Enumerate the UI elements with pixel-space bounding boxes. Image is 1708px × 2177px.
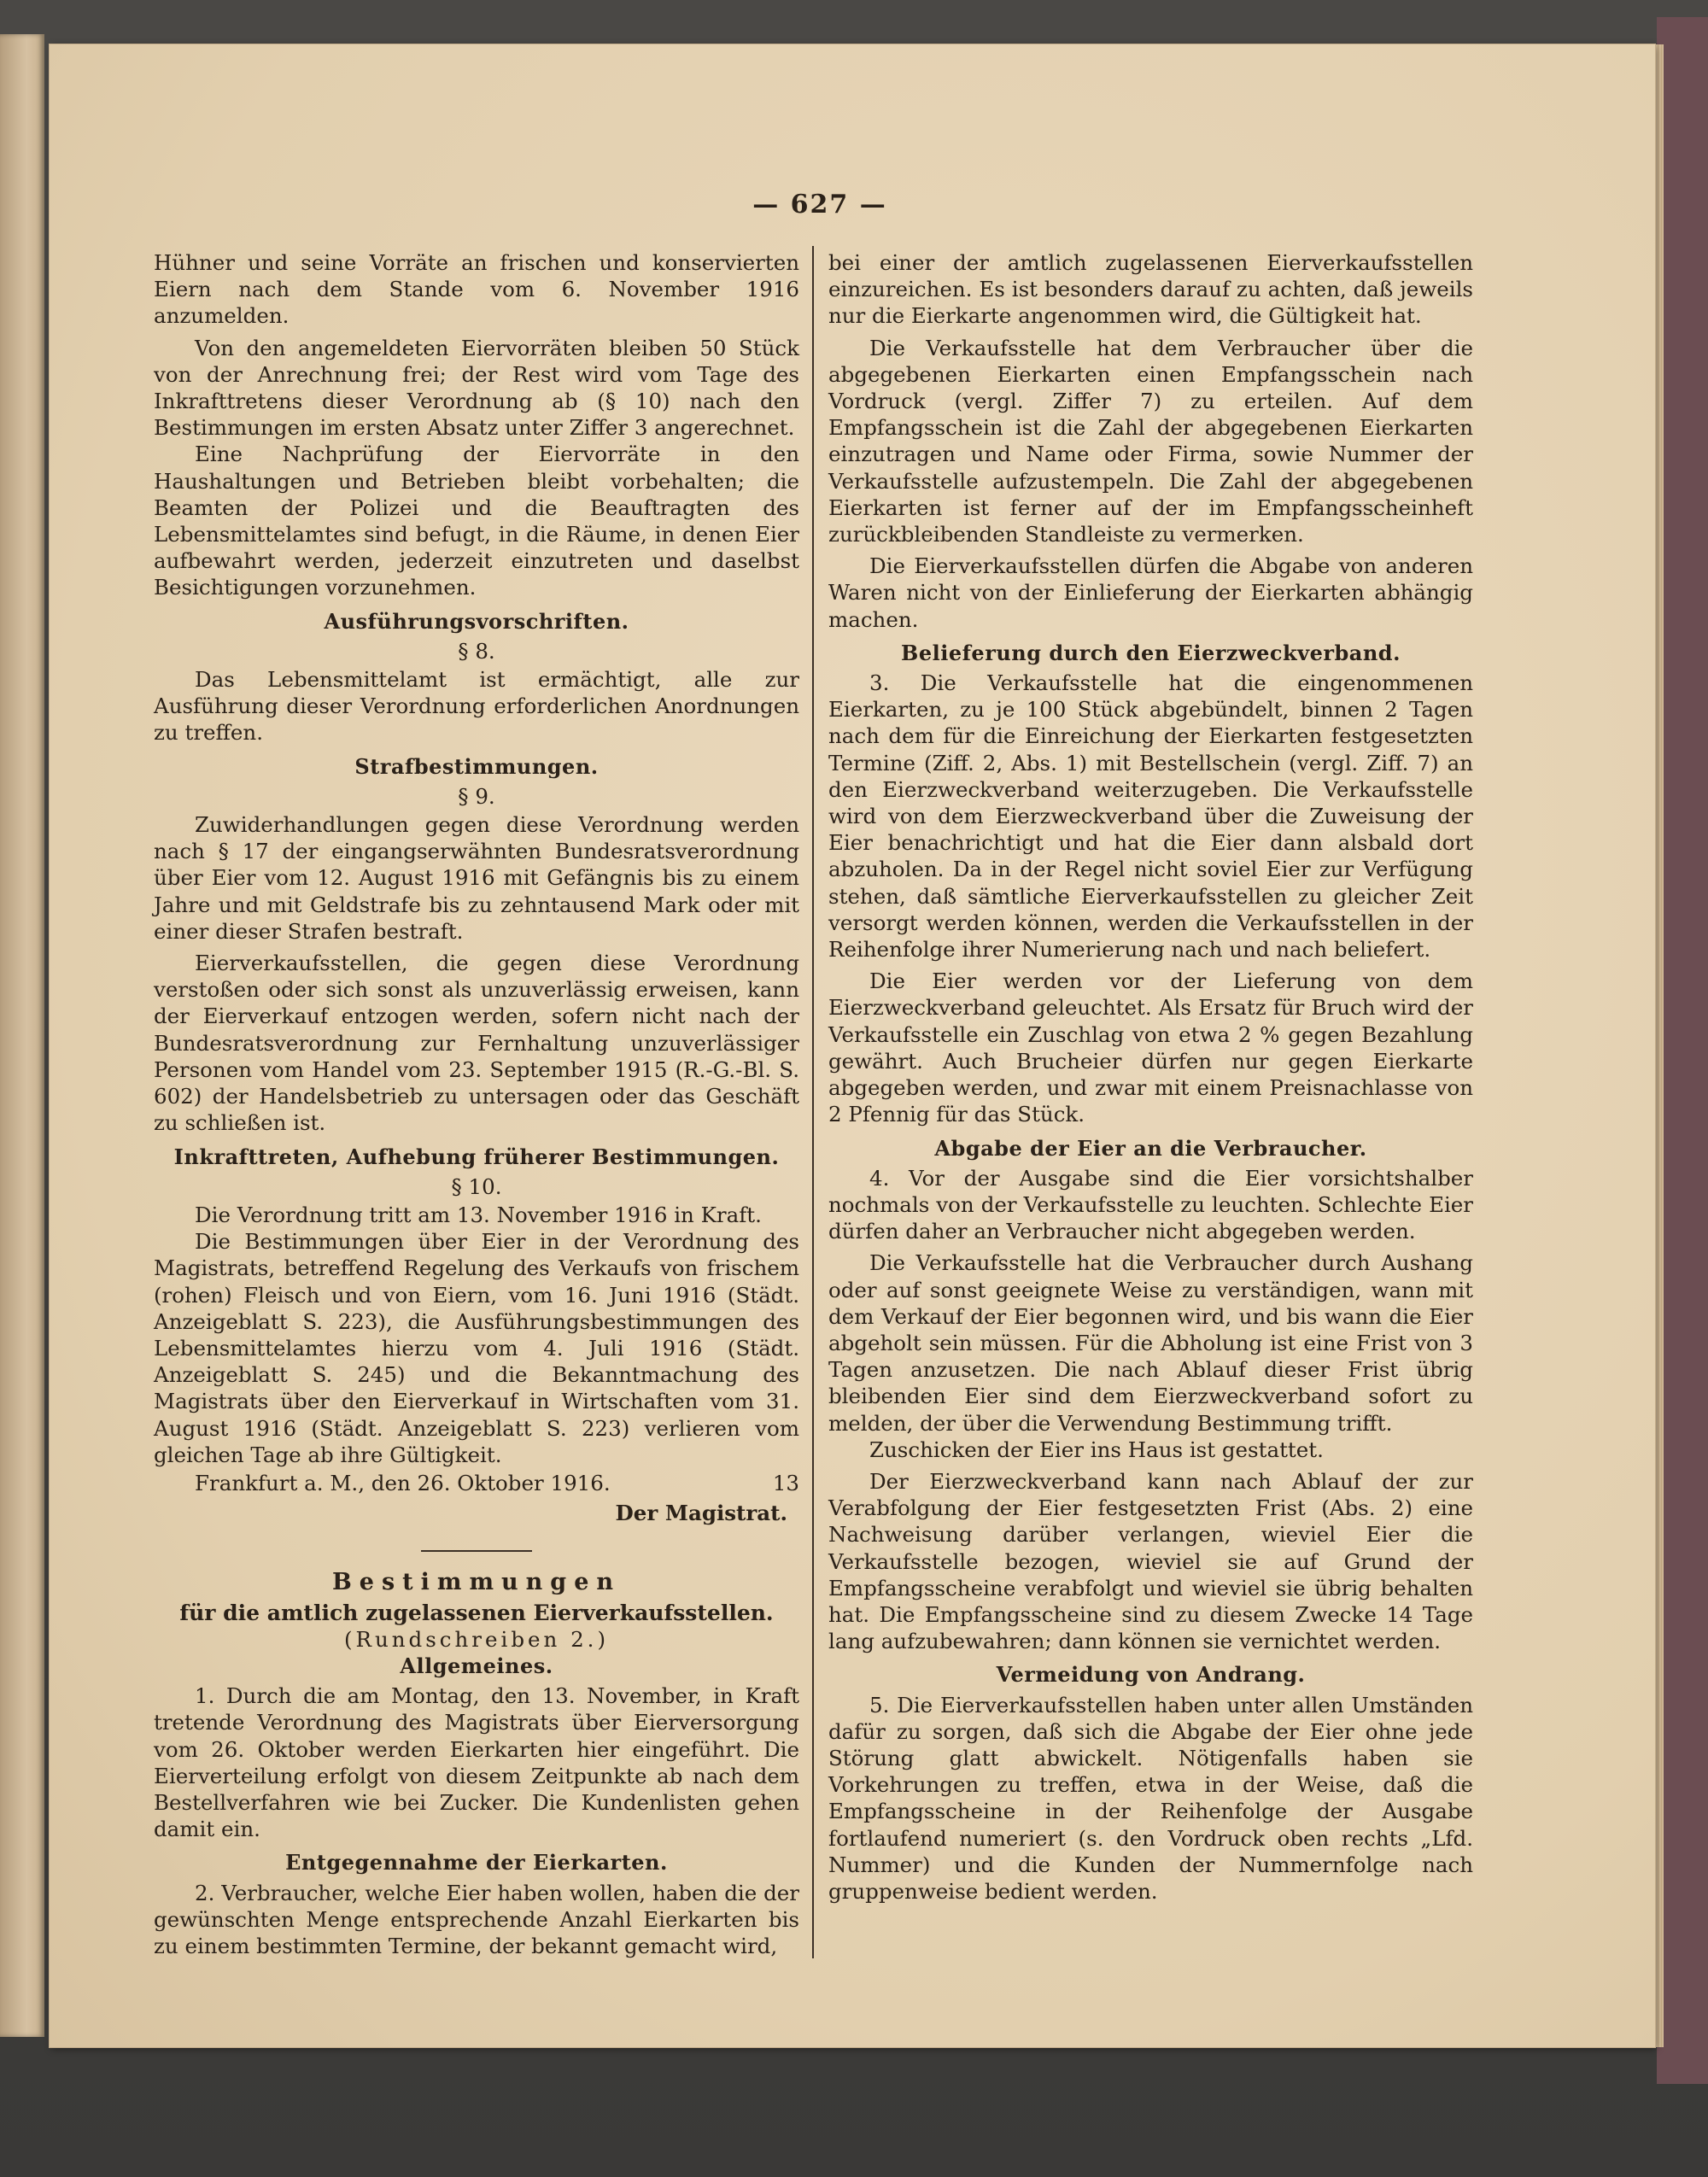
paragraph: Die Verkaufsstelle hat die Verbraucher durch Aushang oder auf sonst geeignete Weise zu verständigen, wann mit dem Verkauf der Eier begonnen wird, und bis wann die Eier abgeholt sein müssen. Für die Abholung ist eine Frist von 3 Tagen anzusetzen. Die nach Ablauf dieser Frist übrig bleibenden Eier sind dem Eierzweckverband sofort zu melden, der über die Verwendung Bestimmung trifft. bbox=[828, 1250, 1473, 1436]
document-subtitle: für die amtlich zugelassenen Eierverkaufsstellen. bbox=[179, 1600, 774, 1625]
paragraph: Das Lebensmittelamt ist ermächtigt, alle zur Ausführung dieser Verordnung erforderlichen Anordnungen zu treffen. bbox=[154, 667, 799, 746]
paragraph: bei einer der amtlich zugelassenen Eierverkaufsstellen einzureichen. Es ist besonders darauf zu achten, daß jeweils nur die Eierkarte angenommen wird, die Gültigkeit hat. bbox=[828, 250, 1473, 329]
paragraph: Zuschicken der Eier ins Haus ist gestattet. bbox=[869, 1437, 1324, 1462]
paragraph: Der Eierzweckverband kann nach Ablauf der zur Verabfolgung der Eier festgesetzten Frist (Abs. 2) eine Nachweisung darüber verlangen, wieviel Eier die Verkaufsstelle bezogen, wieviel sie auf Grund der Empfangsscheine verabfolgt und wieviel sie übrig behalten hat. Die Empfangsscheine sind zu diesem Zwecke 14 Tage lang aufzubewahren; dann können sie vernichtet werden. bbox=[828, 1468, 1473, 1654]
circular-note: (Rundschreiben 2.) bbox=[343, 1626, 610, 1652]
paragraph: Hühner und seine Vorräte an frischen und konservierten Eiern nach dem Stande vom 6. November 1916 anzumelden. bbox=[154, 250, 799, 329]
section-heading: Vermeidung von Andrang. bbox=[996, 1662, 1306, 1688]
section-heading: Ausführungsvorschriften. bbox=[324, 608, 629, 634]
dateline bbox=[154, 1470, 799, 1496]
page-number: — 627 — bbox=[752, 190, 887, 219]
paragraph: Zuwiderhandlungen gegen diese Verordnung werden nach § 17 der eingangserwähnten Bundesratsverordnung über Eier vom 12. August 1916 mit Gefängnis bis zu einem Jahre und mit Geldstrafe bis zu zehntausend Mark oder mit einer dieser Strafen bestraft. bbox=[154, 812, 799, 944]
right-column bbox=[828, 249, 1473, 1905]
paragraph: 4. Vor der Ausgabe sind die Eier vorsichtshalber nochmals von der Verkaufsstelle zu leuchten. Schlechte Eier dürfen daher an Verbraucher nicht abgegeben werden. bbox=[828, 1165, 1473, 1244]
paragraph: Die Verordnung tritt am 13. November 1916 in Kraft. bbox=[195, 1202, 762, 1227]
section-heading: Entgegennahme der Eierkarten. bbox=[285, 1850, 668, 1876]
section-number: § 10. bbox=[451, 1173, 502, 1199]
section-number: § 9. bbox=[458, 783, 495, 809]
date-place: Frankfurt a. M., den 26. Oktober 1916. bbox=[195, 1470, 611, 1495]
separator-rule bbox=[421, 1550, 532, 1552]
document-title: Bestimmungen bbox=[331, 1569, 621, 1596]
previous-page-edge bbox=[0, 34, 44, 2037]
paragraph: Eine Nachprüfung der Eiervorräte in den Haushaltungen und Betrieben bleibt vorbehalten; die Beamten der Polizei und die Beauftragten des Lebensmittelamtes sind befugt, in die Räume, in denen Eier aufbewahrt werden, jederzeit einzutreten und daselbst Besichtigungen vorzunehmen. bbox=[154, 442, 799, 600]
section-heading: Strafbestimmungen. bbox=[354, 753, 599, 779]
paragraph: 3. Die Verkaufsstelle hat die eingenommenen Eierkarten, zu je 100 Stück abgebündelt, binnen 2 Tagen nach dem für die Einreichung der Eierkarten festgesetzten Termine (Ziff. 2, Abs. 1) mit Bestellschein (vergl. Ziff. 7) an den Eierzweckverband weiterzugeben. Die Verkaufsstelle wird von dem Eierzweckverband über die Zuweisung der Eier benachrichtigt und hat die Eier dann alsbald dort abzuholen. Da in der Regel nicht soviel Eier zur Verfügung stehen, daß sämtliche Eierverkaufsstellen zu gleicher Zeit versorgt werden können, werden die Verkaufsstellen in der Reihenfolge ihrer Numerierung nach und nach beliefert. bbox=[828, 670, 1473, 963]
section-heading: Belieferung durch den Eierzweckverband. bbox=[901, 640, 1401, 665]
paragraph: 1. Durch die am Montag, den 13. November, in Kraft tretende Verordnung des Magistrats über Eierversorgung vom 26. Oktober werden Eierkarten hier eingeführt. Die Eierverteilung erfolgt von diesem Zeitpunkte ab nach dem Bestellverfahren wie bei Zucker. Die Kundenlisten gehen damit ein. bbox=[154, 1683, 799, 1842]
section-heading: Abgabe der Eier an die Verbraucher. bbox=[934, 1135, 1367, 1161]
section-number: § 8. bbox=[458, 638, 495, 664]
paragraph: Eierverkaufsstellen, die gegen diese Verordnung verstoßen oder sich sonst als unzuverlässig erweisen, kann der Eierverkauf entzogen werden, sofern nicht nach der Bundesratsverordnung zur Fernhaltung unzuverlässiger Personen vom Handel vom 23. September 1915 (R.-G.-Bl. S. 602) der Handelsbetrieb zu untersagen oder das Geschäft zu schließen ist. bbox=[154, 951, 799, 1136]
paragraph: 2. Verbraucher, welche Eier haben wollen, haben die der gewünschten Menge entsprechende Anzahl Eierkarten bis zu einem bestimmten Termine, der bekannt gemacht wird, bbox=[154, 1880, 799, 1958]
paragraph: Die Eierverkaufsstellen dürfen die Abgabe von anderen Waren nicht von der Einlieferung der Eierkarten abhängig machen. bbox=[828, 553, 1473, 632]
left-column bbox=[154, 249, 799, 1959]
paragraph: Die Eier werden vor der Lieferung von dem Eierzweckverband geleuchtet. Als Ersatz für Bruch wird der Verkaufsstelle ein Zuschlag von etwa 2 % gegen Bezahlung gewährt. Auch Brucheier dürfen nur gegen Eierkarte abgegeben werden, und zwar mit einem Preisnachlasse von 2 Pfennig für das Stück. bbox=[828, 969, 1473, 1127]
column-divider bbox=[812, 246, 814, 1958]
section-heading: Allgemeines. bbox=[400, 1653, 553, 1678]
reference-number: 13 bbox=[772, 1470, 799, 1495]
signature: Der Magistrat. bbox=[615, 1501, 787, 1526]
paragraph: 5. Die Eierverkaufsstellen haben unter allen Umständen dafür zu sorgen, daß sich die Abgabe der Eier ohne jede Störung glatt abwickelt. Nötigenfalls haben sie Vorkehrungen zu treffen, etwa in der Weise, daß die Empfangsscheine in der Reihenfolge der Ausgabe fortlaufend numeriert (s. den Vordruck oben rechts „Lfd. Nummer) und die Kunden der Nummernfolge nach gruppenweise bedient werden. bbox=[828, 1692, 1473, 1904]
paragraph: Von den angemeldeten Eiervorräten bleiben 50 Stück von der Anrechnung frei; der Rest wird vom Tage des Inkrafttretens dieser Verordnung ab (§ 10) nach den Bestimmungen im ersten Absatz unter Ziffer 3 angerechnet. bbox=[154, 335, 799, 441]
book-cover bbox=[1657, 17, 1708, 2084]
paragraph: Die Verkaufsstelle hat dem Verbraucher über die abgegebenen Eierkarten einen Empfangsschein nach Vordruck (vergl. Ziffer 7) zu erteilen. Auf dem Empfangsschein ist die Zahl der abgegebenen Eierkarten einzutragen und Name oder Firma, sowie Nummer der Verkaufsstelle aufzustempeln. Die Zahl der abgegebenen Eierkarten ist ferner auf der im Empfangsscheinheft zurückbleibenden Standleiste zu vermerken. bbox=[828, 335, 1473, 547]
section-heading: Inkrafttreten, Aufhebung früherer Bestimmungen. bbox=[173, 1144, 780, 1169]
paragraph: Die Bestimmungen über Eier in der Verordnung des Magistrats, betreffend Regelung des Verkaufs von frischem (rohen) Fleisch und von Eiern, vom 16. Juni 1916 (Städt. Anzeigeblatt S. 223), die Ausführungsbestimmungen des Lebensmittelamtes hierzu vom 4. Juli 1916 (Städt. Anzeigeblatt S. 245) und die Bekanntmachung des Magistrats über den Eierverkauf in Wirtschaften vom 31. August 1916 (Städt. Anzeigeblatt S. 223) verlieren vom gleichen Tage ab ihre Gültigkeit. bbox=[154, 1229, 799, 1467]
